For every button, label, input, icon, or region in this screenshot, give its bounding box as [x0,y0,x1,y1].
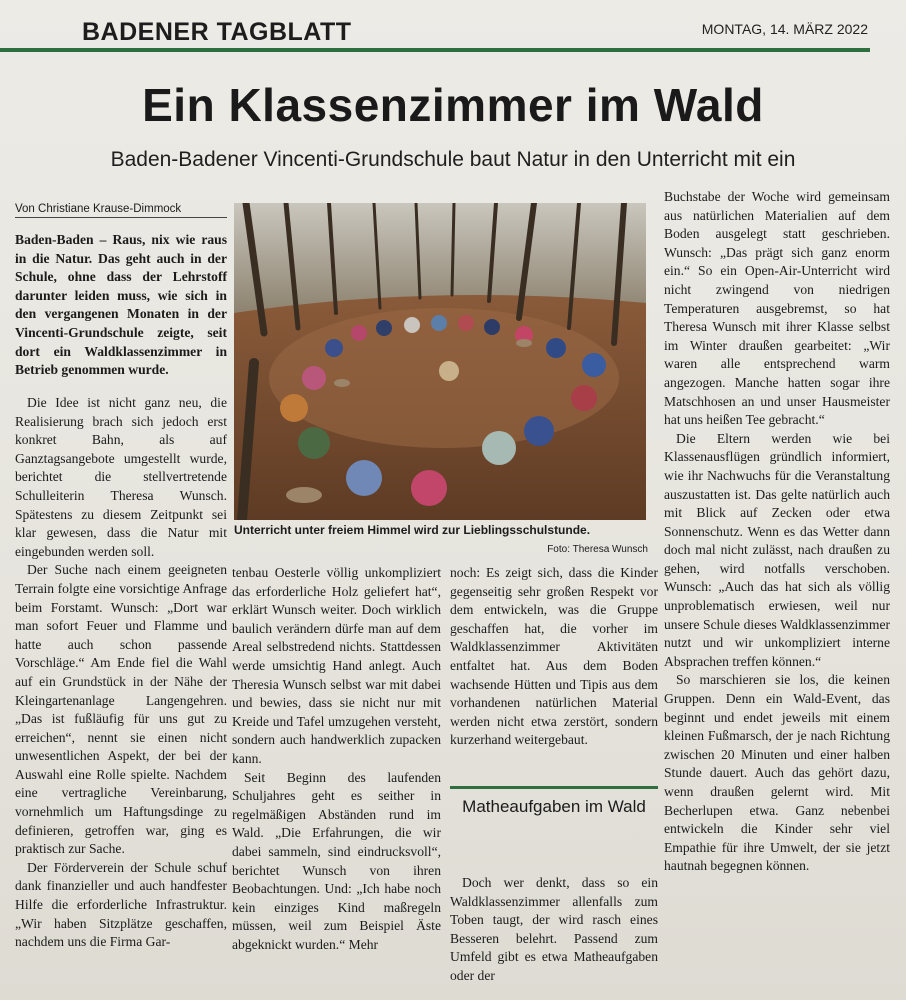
caption-text: Unterricht unter freiem Himmel wird zur Lieblingsschulstunde. [234,523,591,537]
paragraph: Die Idee ist nicht ganz neu, die Realisierung brach sich jedoch erst konkret Bahn, als auf Ganztagsangebote umgestellt wurde, berichtet die stellvertretende Schulleiterin Theresa Wunsch. Spätestens zu diesem Zeitpunkt sei klar gewesen, dass die Natur mit eingebunden werden soll. [15,395,227,559]
issue-date: MONTAG, 14. MÄRZ 2022 [701,21,868,37]
article-subheadline: Baden-Badener Vincenti-Grundschule baut Natur in den Unterricht mit ein [110,148,796,171]
paragraph: Seit Beginn des laufenden Schuljahres geht es seither in regelmäßigen Abständen rund im Wald. „Die Erfahrungen, die wir dabei sammeln, sind eindrucksvoll“, berichtet Wunsch von ihren Beobachtungen. Und: „Ich habe noch kein einziges Kind maßregeln müssen, weil zum Beispiel Äste abgeknickt wurden.“ Mehr [232,769,441,952]
column-4 [664,188,890,876]
masthead [0,12,906,52]
newspaper-name: BADENER TAGBLATT [82,18,352,46]
paragraph: Die Eltern werden wie bei Klassenausflügen gründlich informiert, wie ihr Nachwuchs für die Veranstaltung auszustatten ist. Das gelte natürlich auch mit Blick auf Zecken oder etwa Sonnenschutz. Wenn es das Wetter dann doch mal nicht zulässt, nach draußen zu gehen, wird notfalls verschoben. Wunsch: „Auch das hat sich als völlig unproblematisch erwiesen, weil nur unsere Schule dieses Waldklassenzimmer nutzt und wir unkompliziert interne Absprachen treffen können.“ [664,430,890,669]
subheading-rule [450,786,658,789]
masthead-rule [0,48,870,52]
paragraph: Buchstabe der Woche wird gemeinsam aus natürlichen Materialien auf dem Boden ausgelegt statt geschrieben. Wunsch: „Das prägt sich ganz enorm ein.“ So ein Open-Air-Unterricht wird nicht zwingend von niedrigen Temperaturen ausgebremst, so hat Theresa Wunsch mit ihrer Klasse selbst im Winter draußen gearbeitet: „Wir waren alle entsprechend warm angezogen. Manche hatten sogar ihre Matschhosen an und unser Hausmeister hat uns heißen Tee gebracht.“ [664,189,890,428]
paragraph: noch: Es zeigt sich, dass die Kinder gegenseitig sehr großen Respekt vor dem entwickeln, was die Gruppe geschaffen hat, die vorher im Waldklassenzimmer Aktivitäten entfaltet hat. Aus dem Boden wachsende Hütten und Tipis aus dem vorhandenen natürlichen Material werden nicht etwa zerstört, sondern kurzerhand weitergebaut. [450,565,658,748]
column-3 [450,564,658,750]
paragraph: Der Förderverein der Schule schuf dank finanzieller und auch handfester Hilfe die erforderliche Infrastruktur. „Wir haben Sitzplätze geschaffen, nachdem uns die Firma Gar- [15,859,227,950]
forest-classroom-photo [234,203,646,520]
byline: Von Christiane Krause-Dimmock [15,203,227,218]
photo-caption [234,523,652,555]
photo-credit: Foto: Theresa Wunsch [547,544,648,555]
lead-paragraph: Baden-Baden – Raus, nix wie raus in die Natur. Das geht auch in der Schule, ohne dass der Lehrstoff darunter leiden muss, wie sich in den vergangenen Monaten in der Vincenti-Grundschule zeigte, seit dort ein Waldklassenzimmer in Betrieb genommen wurde. [15,232,227,378]
column-3-continued [450,874,658,986]
column-2 [232,564,441,954]
photo-illustration [234,203,646,520]
paragraph: Der Suche nach einem geeigneten Terrain folgte eine vorsichtige Anfrage beim Forstamt. Wunsch: „Dort war man sofort Feuer und Flamme und hatte auch schon passende Vorschläge.“ Am Ende fiel die Wahl auf ein Grundstück in der Nähe der Kleingartenanlage Langengehren. „Das ist fußläufig für uns gut zu erreichen“, nennt sie einen nicht unwesentlichen Aspekt, der bei der Auswahl eine Rolle spielte. Nachdem eine vertragliche Vereinbarung, vornehmlich um Haftungsdinge zu definieren, getroffen war, ging es praktisch zur Sache. [15,562,227,857]
paragraph: Doch wer denkt, dass so ein Waldklassenzimmer allenfalls zum Toben taugt, der wird rasch eines Besseren belehrt. Passend zum Umfeld gibt es etwa Matheaufgaben oder der [450,875,658,983]
paragraph: So marschieren sie los, die keinen Gruppen. Denn ein Wald-Event, das beginnt und endet jeweils mit einem kleinen Fußmarsch, der je nach Richtung zwischen 20 Minuten und einer halben Stunde dauert. Auch das gehört dazu, wenn draußen gelernt wird. Mit Becherlupen etwa. Ganz nebenbei entwickeln die Kinder sehr viel Empathie für ihre Umwelt, der sie jetzt hautnah begegnen können. [664,672,890,874]
paragraph: tenbau Oesterle völlig unkompliziert das erforderliche Holz geliefert hat“, erklärt Wunsch weiter. Doch wirklich baulich verändern dürfe man auf dem Areal selbstredend nichts. Stattdessen werde umsichtig Hand anlegt. Auch Theresia Wunsch selbst war mit dabei und bewies, dass sie nicht nur mit Kreide und Tafel umzugehen versteht, sondern auch handwerklich zupacken kann. [232,565,441,766]
column-1-lead [15,231,227,380]
column-1 [15,394,227,952]
subheading: Matheaufgaben im Wald [462,797,646,816]
article-headline: Ein Klassenzimmer im Wald [142,79,764,131]
